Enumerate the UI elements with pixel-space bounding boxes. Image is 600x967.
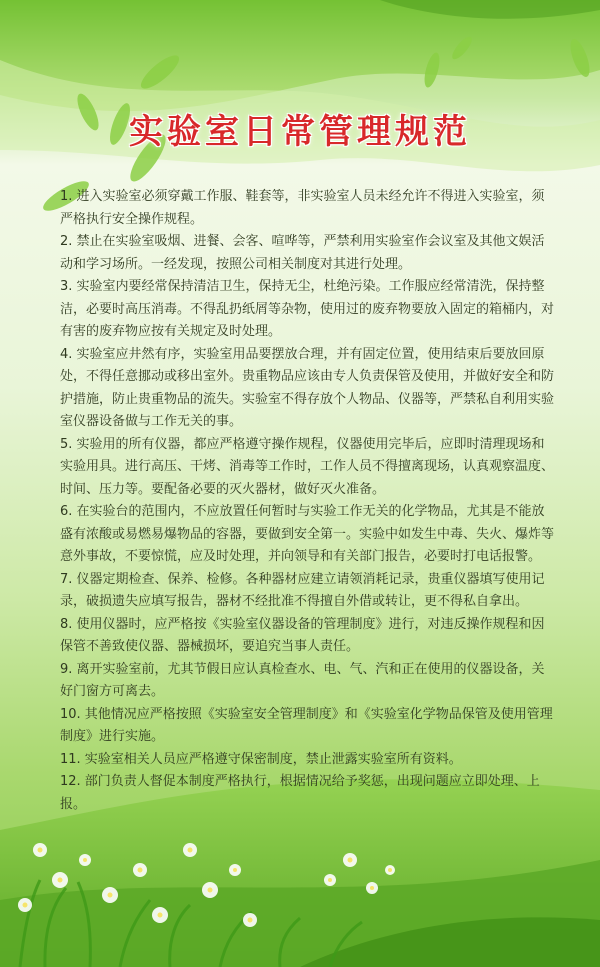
rule-item: 8. 使用仪器时，应严格按《实验室仪器设备的管理制度》进行，对违反操作规程和因保管不善致使仪器、器械损坏，要追究当事人责任。 (60, 616, 545, 654)
rule-item: 10. 其他情况应严格按照《实验室安全管理制度》和《实验室化学物品保管及使用管理制度》进行实施。 (60, 706, 553, 744)
rule-item: 5. 实验用的所有仪器，都应严格遵守操作规程，仪器使用完毕后，应即时清理现场和实验用具。进行高压、干烤、消毒等工作时，工作人员不得擅离现场，认真观察温度、时间、压力等。要配备必要的灭火器材，做好灭火准备。 (60, 436, 555, 497)
rule-item: 6. 在实验台的范围内，不应放置任何暂时与实验工作无关的化学物品，尤其是不能放盛有浓酸或易燃易爆物品的容器，要做到安全第一。实验中如发生中毒、失火、爆炸等意外事故，不要惊慌，应及时处理，并向领导和有关部门报告，必要时打电话报警。 (60, 504, 555, 564)
rule-item: 3. 实验室内要经常保持清洁卫生，保持无尘，杜绝污染。工作服应经常清洗，保持整洁，必要时高压消毒。不得乱扔纸屑等杂物，使用过的废弃物要放入固定的箱桶内，对有害的废弃物应按有关规定及时处理。 (60, 279, 555, 339)
page-title: 实验室日常管理规范 (129, 112, 471, 152)
rules-list (60, 186, 556, 816)
rule-item: 2. 禁止在实验室吸烟、进餐、会客、喧哗等，严禁利用实验室作会议室及其他文娱活动和学习场所。一经发现，按照公司相关制度对其进行处理。 (60, 234, 545, 272)
rule-item: 7. 仪器定期检查、保养、检修。各种器材应建立请领消耗记录，贵重仪器填写使用记录，破损遗失应填写报告，器材不经批准不得擅自外借或转让，更不得私自拿出。 (60, 571, 545, 609)
rule-item: 12. 部门负责人督促本制度严格执行，根据情况给予奖惩，出现问题应立即处理、上报。 (60, 774, 540, 812)
rule-item: 4. 实验室应井然有序，实验室用品要摆放合理，并有固定位置，使用结束后要放回原处，不得任意挪动或移出室外。贵重物品应该由专人负责保管及使用，并做好安全和防护措施，防止贵重物品的流失。实验室不得存放个人物品、仪器等，严禁私自利用实验室仪器设备做与工作无关的事。 (60, 346, 555, 429)
rule-item: 11. 实验室相关人员应严格遵守保密制度，禁止泄露实验室所有资料。 (60, 751, 462, 767)
rule-item: 9. 离开实验室前，尤其节假日应认真检查水、电、气、汽和正在使用的仪器设备，关好门窗方可离去。 (60, 661, 545, 699)
rule-item: 1. 进入实验室必须穿戴工作服、鞋套等，非实验室人员未经允许不得进入实验室，须严格执行安全操作规程。 (60, 189, 545, 227)
